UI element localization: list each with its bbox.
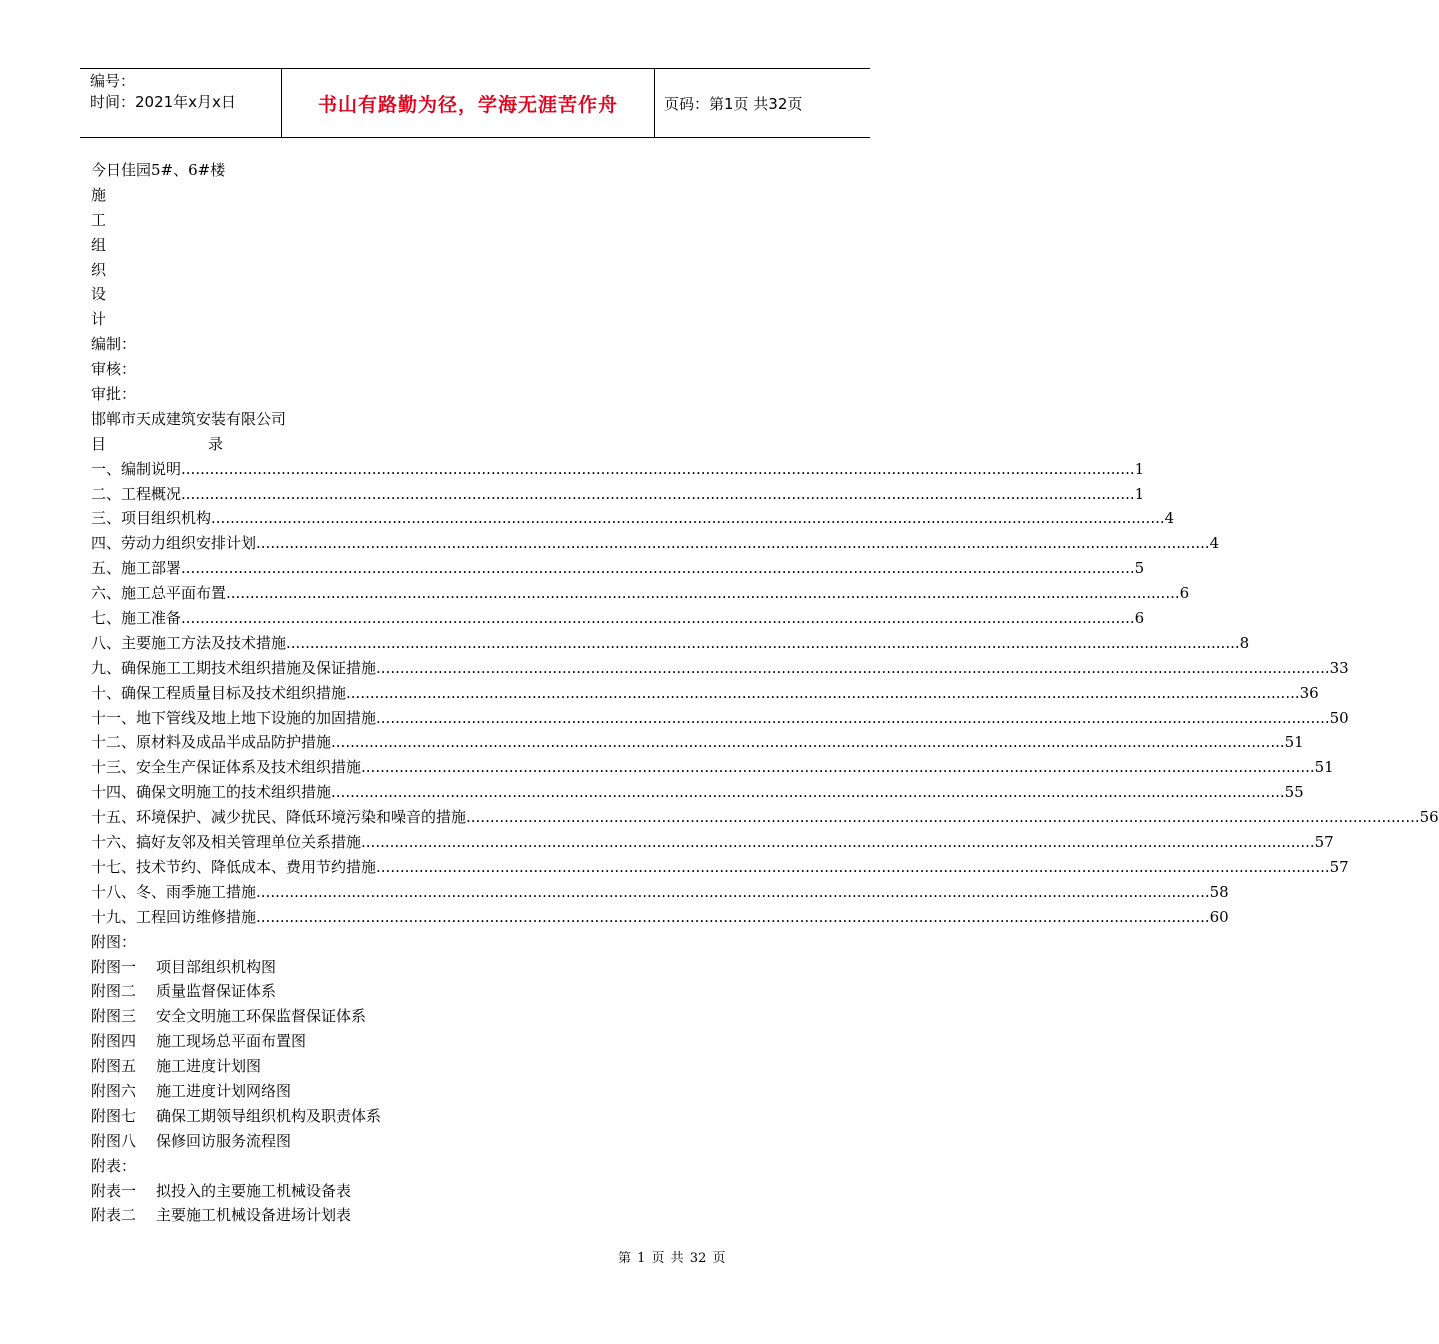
toc-entry[interactable] — [91, 755, 1334, 780]
toc-entry[interactable] — [91, 805, 1439, 830]
toc-entry[interactable] — [91, 457, 1145, 482]
toc-leader-dots: ........................................................................................................................................................................................................ — [331, 783, 1285, 802]
toc-entry-title: 十一、地下管线及地上地下设施的加固措施 — [91, 708, 377, 727]
toc-entry-title: 十七、技术节约、降低成本、费用节约措施 — [91, 857, 377, 876]
figure-entry-number: 附图五 — [91, 1057, 137, 1076]
figure-entry — [91, 979, 591, 1004]
figure-entry-name: 施工进度计划图 — [156, 1057, 262, 1076]
toc-leader-dots: ........................................................................................................................................................................................................ — [376, 658, 1330, 677]
doc-type-char: 织 — [91, 260, 107, 279]
toc-heading — [91, 432, 591, 457]
toc-entry-title: 五、施工部署 — [91, 559, 182, 578]
figure-entry-name: 施工进度计划网络图 — [156, 1081, 292, 1100]
table-entry — [91, 1179, 591, 1204]
reviewed-by-label: 审核： — [91, 360, 137, 379]
toc-entry-title: 十九、工程回访维修措施 — [91, 907, 257, 926]
compiled-by-label: 编制： — [91, 335, 137, 354]
toc-leader-dots: ........................................................................................................................................................................................................ — [376, 857, 1330, 876]
figure-entry-name: 质量监督保证体系 — [156, 982, 277, 1001]
toc-entry[interactable] — [91, 830, 1334, 855]
toc-entry[interactable] — [91, 531, 1220, 556]
tables-label: 附表： — [91, 1156, 137, 1175]
table-entry-number: 附表一 — [91, 1181, 137, 1200]
toc-entry-page: 4 — [1209, 534, 1220, 553]
toc-leader-dots: ........................................................................................................................................................................................................ — [181, 609, 1135, 628]
toc-entry-page: 33 — [1329, 658, 1349, 677]
toc-entry-title: 九、确保施工工期技术组织措施及保证措施 — [91, 658, 377, 677]
figures-label: 附图： — [91, 932, 137, 951]
toc-entry-title: 二、工程概况 — [91, 484, 182, 503]
figure-entry — [91, 955, 591, 980]
toc-entry-page: 8 — [1239, 633, 1250, 652]
doc-type-char: 设 — [91, 285, 107, 304]
toc-entry[interactable] — [91, 706, 1349, 731]
toc-entry-page: 6 — [1134, 609, 1145, 628]
toc-entry-page: 55 — [1284, 783, 1304, 802]
toc-leader-dots: ........................................................................................................................................................................................................ — [256, 907, 1210, 926]
toc-entry-title: 十八、冬、雨季施工措施 — [91, 882, 257, 901]
toc-entry-title: 十六、搞好友邻及相关管理单位关系措施 — [91, 833, 362, 852]
toc-leader-dots: ........................................................................................................................................................................................................ — [466, 808, 1420, 827]
toc-entry[interactable] — [91, 581, 1190, 606]
toc-leader-dots: ........................................................................................................................................................................................................ — [361, 758, 1315, 777]
figure-entry — [91, 1004, 591, 1029]
toc-entry[interactable] — [91, 730, 1304, 755]
toc-entry-title: 十四、确保文明施工的技术组织措施 — [91, 783, 332, 802]
toc-leader-dots: ........................................................................................................................................................................................................ — [361, 833, 1315, 852]
toc-entry[interactable] — [91, 780, 1304, 805]
approved-by-label: 审批： — [91, 385, 137, 404]
toc-entry-page: 58 — [1209, 882, 1229, 901]
figure-entry-name: 确保工期领导组织机构及职责体系 — [156, 1106, 382, 1125]
toc-leader-dots: ........................................................................................................................................................................................................ — [286, 633, 1240, 652]
figure-entry-number: 附图三 — [91, 1007, 137, 1026]
company-name: 邯郸市天成建筑安装有限公司 — [91, 409, 287, 428]
toc-entry[interactable] — [91, 631, 1250, 656]
toc-entry[interactable] — [91, 506, 1175, 531]
toc-entry-page: 4 — [1164, 509, 1175, 528]
toc-entry-page: 57 — [1314, 833, 1334, 852]
toc-entry-title: 十五、环境保护、减少扰民、降低环境污染和噪音的措施 — [91, 808, 467, 827]
toc-leader-dots: ........................................................................................................................................................................................................ — [181, 559, 1135, 578]
toc-entry[interactable] — [91, 905, 1229, 930]
doc-type-char: 组 — [91, 235, 107, 254]
figure-entry — [91, 1054, 591, 1079]
table-entry — [91, 1203, 591, 1228]
header-motto: 书山有路勤为径，学海无涯苦作舟 — [317, 94, 618, 116]
toc-leader-dots: ........................................................................................................................................................................................................ — [346, 683, 1300, 702]
toc-heading-right: 录 — [208, 434, 224, 453]
toc-entry-page: 1 — [1134, 459, 1145, 478]
toc-leader-dots: ........................................................................................................................................................................................................ — [376, 708, 1330, 727]
figure-entry-number: 附图六 — [91, 1081, 137, 1100]
toc-leader-dots: ........................................................................................................................................................................................................ — [181, 484, 1135, 503]
toc-leader-dots: ........................................................................................................................................................................................................ — [226, 584, 1180, 603]
toc-entry[interactable] — [91, 880, 1229, 905]
figure-entry — [91, 1079, 591, 1104]
toc-heading-left: 目 — [91, 434, 107, 453]
toc-entry-page: 36 — [1299, 683, 1319, 702]
figure-entry-name: 施工现场总平面布置图 — [156, 1032, 307, 1051]
figure-entry-number: 附图二 — [91, 982, 137, 1001]
toc-entry-page: 51 — [1314, 758, 1334, 777]
toc-entry[interactable] — [91, 482, 1145, 507]
figure-entry-number: 附图四 — [91, 1032, 137, 1051]
figures-list — [91, 955, 591, 1154]
figure-entry-number: 附图七 — [91, 1106, 137, 1125]
toc-leader-dots: ........................................................................................................................................................................................................ — [256, 882, 1210, 901]
toc-entry-page: 51 — [1284, 733, 1304, 752]
toc-entry-page: 6 — [1179, 584, 1190, 603]
doc-type-char: 施 — [91, 185, 107, 204]
doc-type-char: 工 — [91, 210, 107, 229]
table-entry-name: 拟投入的主要施工机械设备表 — [156, 1181, 352, 1200]
toc-leader-dots: ........................................................................................................................................................................................................ — [256, 534, 1210, 553]
toc-entry-title: 六、施工总平面布置 — [91, 584, 227, 603]
figure-entry-number: 附图八 — [91, 1131, 137, 1150]
toc-entry[interactable] — [91, 656, 1349, 681]
toc-entry-page: 56 — [1419, 808, 1439, 827]
page-header — [80, 68, 870, 138]
figure-entry — [91, 1029, 591, 1054]
figure-entry-name: 安全文明施工环保监督保证体系 — [156, 1007, 367, 1026]
figure-entry — [91, 1104, 591, 1129]
toc-entry-page: 5 — [1134, 559, 1145, 578]
toc-entry-page: 1 — [1134, 484, 1145, 503]
toc-entry[interactable] — [91, 606, 1145, 631]
toc-entry[interactable] — [91, 556, 1145, 581]
toc-entry-title: 十二、原材料及成品半成品防护措施 — [91, 733, 332, 752]
document-time-label: 时间：2021年x月x日 — [90, 93, 236, 111]
header-divider — [654, 69, 655, 137]
toc-entry-title: 七、施工准备 — [91, 609, 182, 628]
toc-entry-title: 四、劳动力组织安排计划 — [91, 534, 257, 553]
toc-leader-dots: ........................................................................................................................................................................................................ — [211, 509, 1165, 528]
toc-entry-page: 50 — [1329, 708, 1349, 727]
doc-type-char: 计 — [91, 310, 107, 329]
project-title: 今日佳园5#、6#楼 — [91, 161, 226, 179]
toc-entry-title: 十三、安全生产保证体系及技术组织措施 — [91, 758, 362, 777]
toc-entry[interactable] — [91, 855, 1349, 880]
toc-entry-title: 三、项目组织机构 — [91, 509, 212, 528]
figure-entry-number: 附图一 — [91, 957, 137, 976]
header-meta — [90, 71, 236, 113]
tables-list — [91, 1179, 591, 1229]
toc-leader-dots: ........................................................................................................................................................................................................ — [331, 733, 1285, 752]
toc-entry-title: 八、主要施工方法及技术措施 — [91, 633, 287, 652]
figure-entry-name: 项目部组织机构图 — [156, 957, 277, 976]
toc-entry-title: 一、编制说明 — [91, 459, 182, 478]
toc-list — [91, 457, 1439, 930]
toc-entry-page: 57 — [1329, 857, 1349, 876]
toc-entry[interactable] — [91, 681, 1319, 706]
table-entry-number: 附表二 — [91, 1206, 137, 1225]
header-page-label: 页码：第1页 共32页 — [664, 95, 803, 113]
document-number-label: 编号： — [90, 72, 136, 90]
table-entry-name: 主要施工机械设备进场计划表 — [156, 1206, 352, 1225]
toc-leader-dots: ........................................................................................................................................................................................................ — [181, 459, 1135, 478]
figure-entry — [91, 1129, 591, 1154]
page-footer: 第 1 页 共 32 页 — [618, 1251, 726, 1266]
cover-block — [91, 158, 591, 432]
document-body — [91, 158, 1439, 1228]
toc-entry-page: 60 — [1209, 907, 1229, 926]
toc-entry-title: 十、确保工程质量目标及技术组织措施 — [91, 683, 347, 702]
figure-entry-name: 保修回访服务流程图 — [156, 1131, 292, 1150]
